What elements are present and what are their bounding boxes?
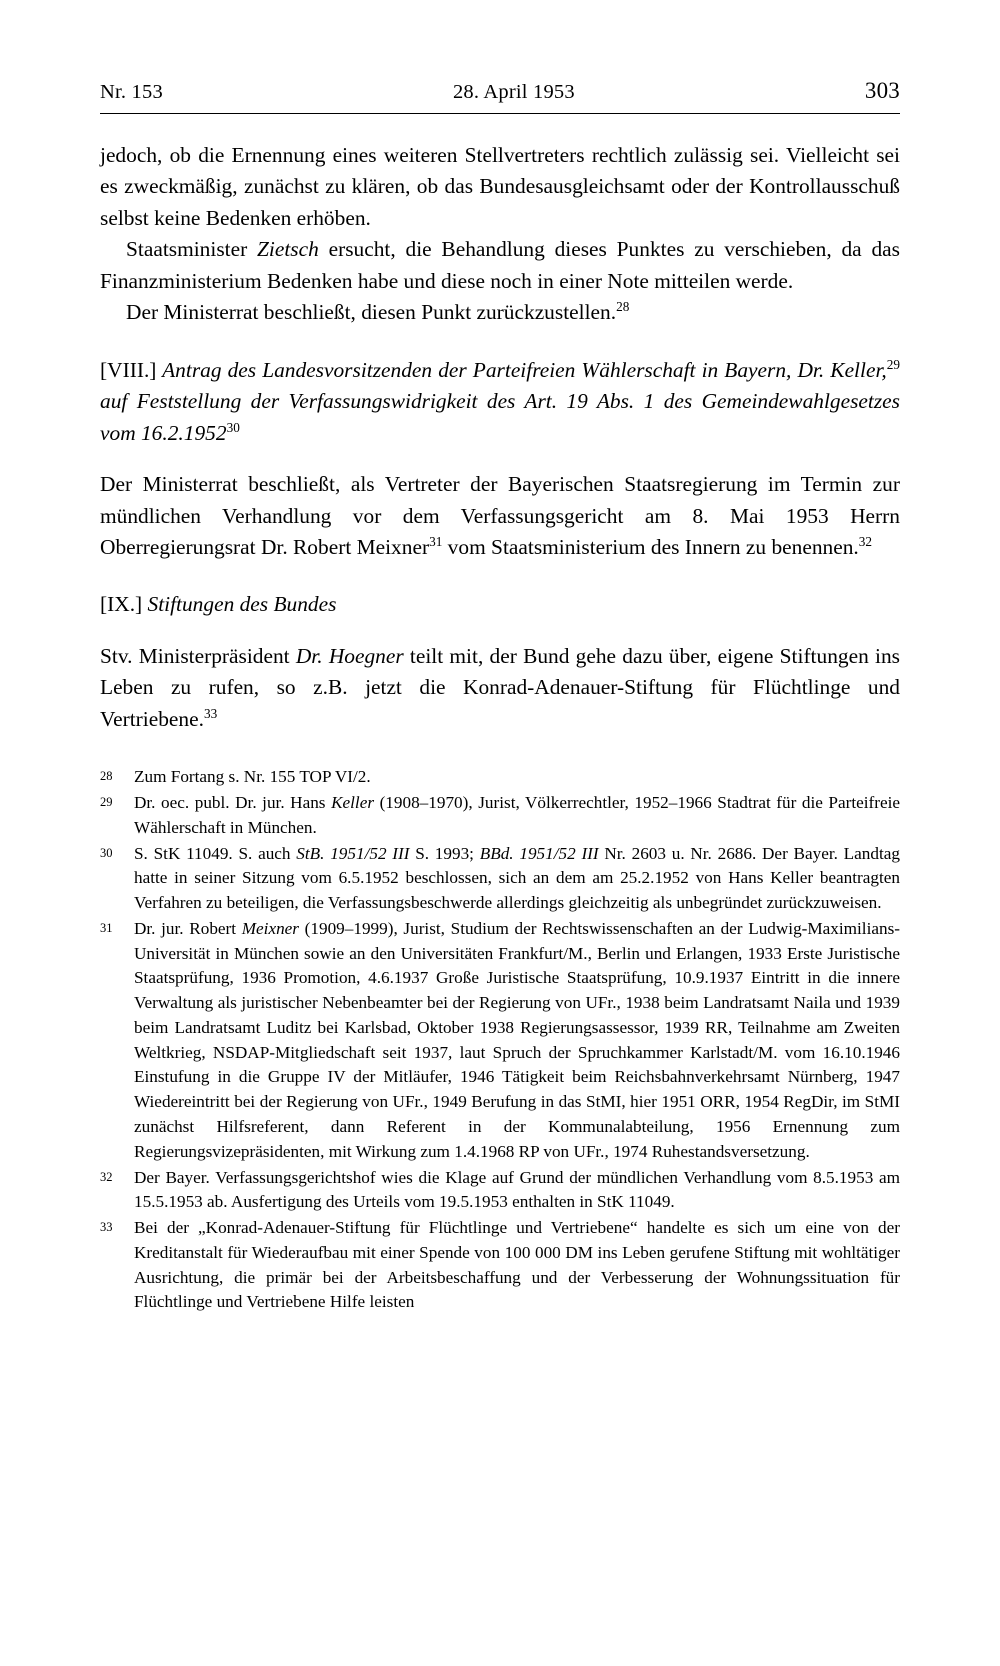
footnote-number: 31 bbox=[100, 920, 113, 935]
paragraph-2 bbox=[100, 234, 900, 297]
footnote-item bbox=[100, 765, 900, 790]
paragraph-3 bbox=[100, 297, 900, 328]
footnote-emphasis: Keller bbox=[331, 793, 375, 813]
footnote-number: 33 bbox=[100, 1220, 113, 1235]
footnote-run: Zum Fortang s. Nr. 155 TOP VI/2. bbox=[134, 767, 371, 787]
running-head-left: Nr. 153 bbox=[100, 81, 163, 103]
footnote-run: S. 1993; bbox=[409, 843, 480, 863]
paragraph-2-post: ersucht, die Behandlung dieses Punktes zu verschieben, da das Finanzministerium Bedenken habe und diese noch in einer Note mitteilen werde. bbox=[100, 237, 900, 293]
footnote-text bbox=[134, 917, 900, 1165]
footnote-number: 29 bbox=[100, 795, 113, 810]
footnote-text bbox=[134, 765, 900, 790]
footnote-ref-29[interactable]: 29 bbox=[886, 356, 900, 372]
footnote-item bbox=[100, 917, 900, 1165]
footnote-number: 32 bbox=[100, 1169, 113, 1184]
footnote-run: (1909–1999), Jurist, Studium der Rechtswissenschaften an der Ludwig-Maximilians-Universität in München sowie an den Universitäten Frankfurt/M., Berlin und Erlangen, 1933 Erste Juristische Staatsprüfung, 1936 Promotion, 4.6.1937 Große Juristische Staatsprüfung, 10.9.1937 Eintritt in die innere Verwaltung als juristischer Nebenbeamter bei der Regierung von UFr., 1938 beim Landratsamt Naila und 1939 beim Landratsamt Luditz bei Karlsbad, Oktober 1938 Regierungsassessor, 1939 RR, Teilnahme am Zweiten Weltkrieg, NSDAP-Mitgliedschaft seit 1937, laut Spruch der Spruchkammer Karlstadt/M. vom 16.10.1946 Einstufung in die Gruppe IV der Mitläufer, 1946 Tätigkeit beim Reichsbahnverkehrsamt Nürnberg, 1947 Wiedereintritt bei der Regierung von UFr., 1949 Berufung in das StMI, hier 1951 ORR, 1954 RegDir, im StMI zunächst Hilfsreferent, dann Referent in der Kommunalabteilung, 1956 Ernennung zum Regierungsvizepräsidenten, mit Wirkung zum 1.4.1968 RP von UFr., 1974 Ruhestandsversetzung. bbox=[134, 918, 900, 1161]
footnote-item bbox=[100, 1166, 900, 1216]
section-heading-ix-title: Stiftungen des Bundes bbox=[142, 592, 337, 617]
running-head bbox=[100, 78, 900, 114]
footnote-number: 28 bbox=[100, 769, 113, 784]
paragraph-5-pre: Stv. Ministerpräsident bbox=[100, 643, 296, 668]
footnote-item bbox=[100, 1216, 900, 1315]
footnote-ref-30[interactable]: 30 bbox=[226, 419, 240, 435]
document-body bbox=[100, 140, 900, 735]
footnote-run: Der Bayer. Verfassungsgerichtshof wies die Klage auf Grund der mündlichen Verhandlung vom 8.5.1953 am 15.5.1953 ab. Ausfertigung des Urteils vom 19.5.1953 enthalten in StK 11049. bbox=[134, 1167, 900, 1212]
paragraph-4-text-a: Der Ministerrat beschließt, als Vertreter der Bayerischen Staatsregierung im Termin zur mündlichen Verhandlung vor dem Verfassungsgericht am 8. Mai 1953 Herrn Oberregierungsrat Dr. Robert Meixner bbox=[100, 472, 900, 559]
footnote-ref-31[interactable]: 31 bbox=[429, 533, 443, 549]
paragraph-1 bbox=[100, 140, 900, 234]
paragraph-4 bbox=[100, 469, 900, 563]
footnote-text bbox=[134, 1216, 900, 1315]
footnote-section bbox=[100, 765, 900, 1315]
section-heading-viii-text-a: Antrag des Landesvorsitzenden der Parteifreien Wählerschaft in Bayern, Dr. Keller, bbox=[156, 357, 887, 382]
speaker-name-hoegner: Dr. Hoegner bbox=[295, 643, 404, 668]
footnote-item bbox=[100, 791, 900, 841]
section-heading-viii-text-b: auf Feststellung der Verfassungswidrigkeit des Art. 19 Abs. 1 des Gemeindewahlgesetzes vom 16.2.1952 bbox=[100, 389, 900, 445]
section-heading-viii-number: [VIII.] bbox=[100, 357, 157, 382]
footnote-run: S. StK 11049. S. auch bbox=[134, 843, 297, 863]
speaker-name-zietsch: Zietsch bbox=[257, 237, 319, 262]
footnote-emphasis: StB. 1951/52 III bbox=[296, 843, 410, 863]
paragraph-5-post: teilt mit, der Bund gehe dazu über, eigene Stiftungen ins Leben zu rufen, so z.B. jetzt die Konrad-Adenauer-Stiftung für Flüchtlinge und Vertriebene. bbox=[100, 643, 900, 731]
section-heading-ix-number: [IX.] bbox=[100, 592, 143, 617]
running-head-center: 28. April 1953 bbox=[452, 81, 575, 103]
section-heading-ix bbox=[100, 589, 900, 620]
footnote-text bbox=[134, 791, 900, 841]
paragraph-1-text: jedoch, ob die Ernennung eines weiteren Stellvertreters rechtlich zulässig sei. Vielleicht sei es zweckmäßig, zunächst zu klären, ob das Bundesausgleichsamt oder der Kontrollausschuß selbst keine Bedenken erhöben. bbox=[100, 143, 900, 230]
footnote-item bbox=[100, 842, 900, 916]
footnote-ref-32[interactable]: 32 bbox=[858, 533, 873, 549]
paragraph-3-text: Der Ministerrat beschließt, diesen Punkt zurückzustellen. bbox=[126, 300, 617, 325]
footnote-text bbox=[134, 842, 900, 916]
footnote-number: 30 bbox=[100, 845, 113, 860]
paragraph-2-pre: Staatsminister bbox=[126, 237, 257, 262]
paragraph-4-text-b: vom Staatsministerium des Innern zu benennen. bbox=[442, 534, 859, 559]
footnote-run: Dr. oec. publ. Dr. jur. Hans bbox=[134, 793, 332, 813]
footnote-text bbox=[134, 1166, 900, 1216]
paragraph-5 bbox=[100, 641, 900, 735]
footnote-run: Bei der „Konrad-Adenauer-Stiftung für Flüchtlinge und Vertriebene“ handelte es sich um eine von der Kreditanstalt für Wiederaufbau mit einer Spende von 100 000 DM ins Leben gerufene Stiftung mit wohltätiger Ausrichtung, die primär bei der Arbeitsbeschaffung und der Verbesserung der Wohnungssituation für Flüchtlinge und Vertriebene Hilfe leisten bbox=[134, 1218, 900, 1312]
footnote-run: Dr. jur. Robert bbox=[134, 918, 242, 938]
footnote-ref-33[interactable]: 33 bbox=[203, 705, 218, 721]
footnote-emphasis: Meixner bbox=[241, 918, 299, 938]
footnote-run: Nr. 2603 u. Nr. 2686. Der Bayer. Landtag hatte in seiner Sitzung vom 6.5.1952 beschlossen, sich an dem am 25.2.1952 von Hans Keller beantragten Verfahren zu beteiligen, die Verfassungsbeschwerde allerdings gleichzeitig als unbegründet zurückzuweisen. bbox=[134, 843, 900, 913]
footnote-run: (1908–1970), Jurist, Völkerrechtler, 1952–1966 Stadtrat für die Parteifreie Wählerschaft in München. bbox=[134, 793, 901, 837]
footnote-ref-28[interactable]: 28 bbox=[616, 299, 630, 315]
footnote-emphasis: BBd. 1951/52 III bbox=[479, 843, 599, 863]
page-number: 303 bbox=[864, 78, 900, 103]
section-heading-viii bbox=[100, 355, 900, 449]
